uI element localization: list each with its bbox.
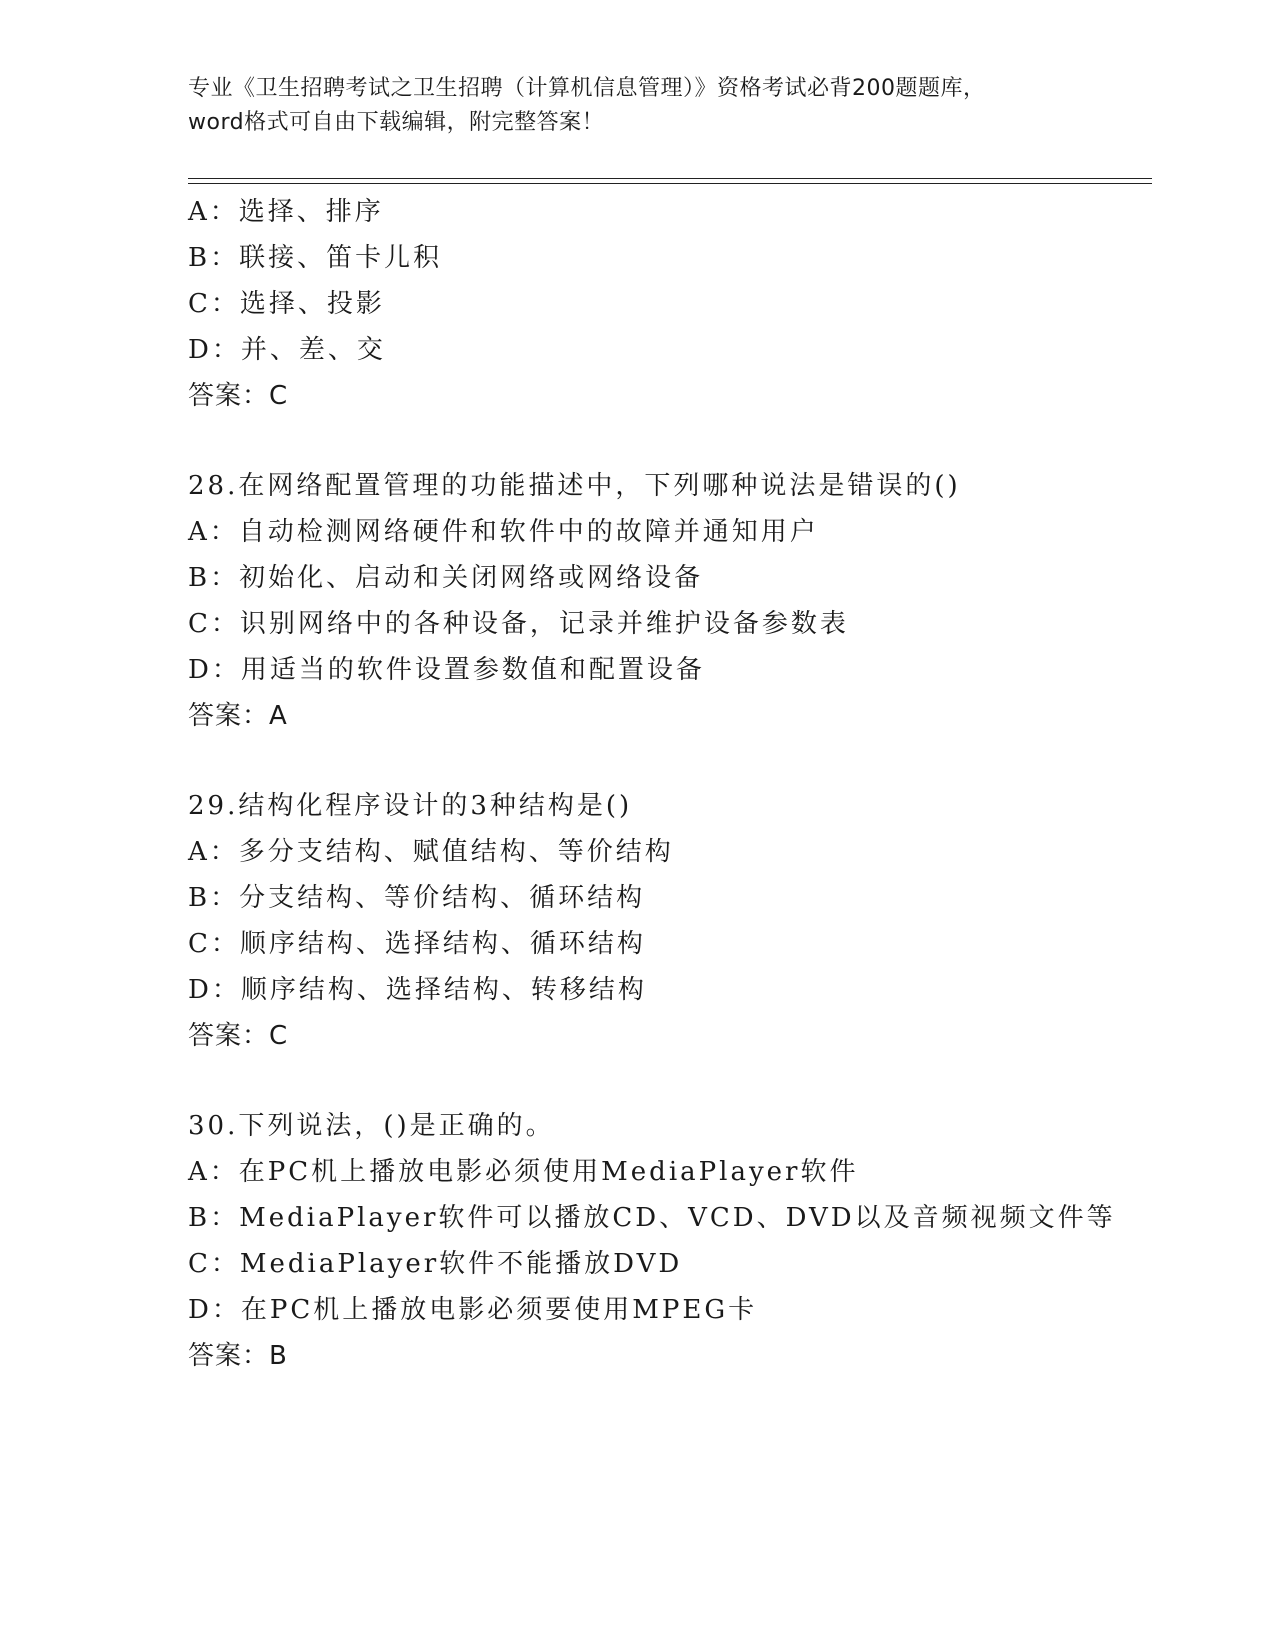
question-28-block — [188, 463, 1152, 739]
option-c: C：选择、投影 — [188, 289, 385, 319]
answer-line: 答案：C — [188, 381, 289, 411]
option-b: B：分支结构、等价结构、循环结构 — [188, 883, 646, 913]
answer-line: 答案：B — [188, 1341, 288, 1371]
answer-line: 答案：C — [188, 1021, 289, 1051]
document-header — [188, 72, 1088, 140]
option-c: C：顺序结构、选择结构、循环结构 — [188, 929, 646, 959]
question-30-block — [188, 1103, 1152, 1379]
option-b: B：初始化、启动和关闭网络或网络设备 — [188, 563, 704, 593]
question-29-block — [188, 783, 1152, 1059]
header-divider-top — [188, 178, 1152, 179]
option-d: D：顺序结构、选择结构、转移结构 — [188, 975, 647, 1005]
option-c: C：MediaPlayer软件不能播放DVD — [188, 1249, 683, 1279]
option-a: A：自动检测网络硬件和软件中的故障并通知用户 — [188, 517, 819, 547]
question-text: 30.下列说法，()是正确的。 — [188, 1111, 555, 1141]
question-list — [188, 189, 1152, 1379]
header-title-line-1: 专业《卫生招聘考试之卫生招聘（计算机信息管理）》资格考试必背200题题库， — [188, 76, 986, 101]
question-27-block — [188, 189, 1152, 419]
option-a: A：在PC机上播放电影必须使用MediaPlayer软件 — [188, 1157, 859, 1187]
option-a: A：选择、排序 — [188, 197, 384, 227]
question-text: 29.结构化程序设计的3种结构是() — [188, 791, 633, 821]
option-b: B：联接、笛卡儿积 — [188, 243, 443, 273]
header-divider-bottom — [188, 183, 1152, 184]
option-d: D：用适当的软件设置参数值和配置设备 — [188, 655, 705, 685]
option-d: D：并、差、交 — [188, 335, 386, 365]
answer-line: 答案：A — [188, 701, 288, 731]
question-text: 28.在网络配置管理的功能描述中，下列哪种说法是错误的() — [188, 471, 961, 501]
option-d: D：在PC机上播放电影必须要使用MPEG卡 — [188, 1295, 758, 1325]
option-c: C：识别网络中的各种设备，记录并维护设备参数表 — [188, 609, 849, 639]
option-b: B：MediaPlayer软件可以播放CD、VCD、DVD以及音频视频文件等 — [188, 1203, 1116, 1233]
header-title-line-2: word格式可自由下载编辑，附完整答案！ — [188, 110, 605, 135]
option-a: A：多分支结构、赋值结构、等价结构 — [188, 837, 674, 867]
